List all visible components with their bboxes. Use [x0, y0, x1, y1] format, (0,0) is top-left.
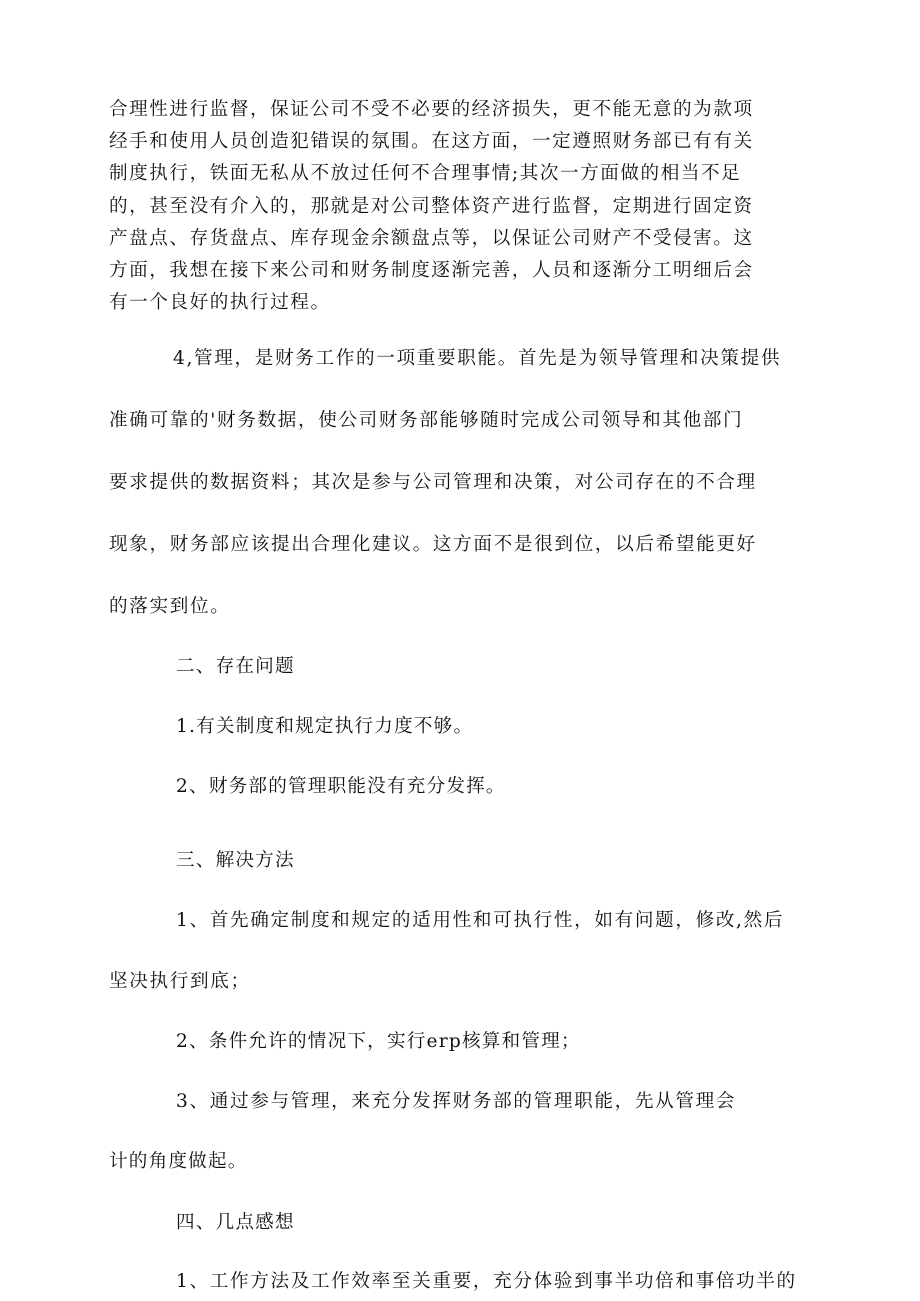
list-item: 1、首先确定制度和规定的适用性和可执行性，如有问题，修改,然后	[176, 910, 785, 931]
paragraph-line: 的落实到位。	[109, 596, 231, 617]
paragraph-line: 有一个良好的执行过程。	[109, 292, 331, 313]
paragraph-line: 方面，我想在接下来公司和财务制度逐渐完善，人员和逐渐分工明细后会	[109, 260, 754, 281]
section-heading: 三、解决方法	[176, 850, 295, 871]
list-item: 1、工作方法及工作效率至关重要，充分体验到事半功倍和事倍功半的	[176, 1271, 797, 1292]
list-item-continuation: 坚决执行到底；	[109, 971, 251, 992]
paragraph-line: 准确可靠的'财务数据，使公司财务部能够随时完成公司领导和其他部门	[109, 410, 744, 431]
list-item: 2、条件允许的情况下，实行erp核算和管理；	[176, 1031, 581, 1052]
paragraph-line: 制度执行，铁面无私从不放过任何不合理事情;其次一方面做的相当不足	[109, 163, 742, 184]
paragraph-line: 合理性进行监督，保证公司不受不必要的经济损失，更不能无意的为款项	[109, 99, 754, 120]
list-item: 2、财务部的管理职能没有充分发挥。	[176, 776, 506, 797]
section-heading: 二、存在问题	[176, 656, 295, 677]
list-item-continuation: 计的角度做起。	[109, 1151, 248, 1172]
section-heading: 四、几点感想	[176, 1212, 295, 1233]
paragraph-line: 4,管理，是财务工作的一项重要职能。首先是为领导管理和决策提供	[173, 348, 782, 369]
paragraph-line: 要求提供的数据资料；其次是参与公司管理和决策，对公司存在的不合理	[109, 472, 757, 493]
paragraph-line: 现象，财务部应该提出合理化建议。这方面不是很到位，以后希望能更好	[109, 534, 757, 555]
paragraph-line: 经手和使用人员创造犯错误的氛围。在这方面，一定遵照财务部已有有关	[109, 131, 754, 152]
list-item: 3、通过参与管理，来充分发挥财务部的管理职能，先从管理会	[176, 1091, 737, 1112]
list-item: 1.有关制度和规定执行力度不够。	[176, 716, 474, 737]
paragraph-line: 产盘点、存货盘点、库存现金余额盘点等，以保证公司财产不受侵害。这	[109, 228, 754, 249]
paragraph-line: 的，甚至没有介入的，那就是对公司整体资产进行监督，定期进行固定资	[109, 196, 754, 217]
